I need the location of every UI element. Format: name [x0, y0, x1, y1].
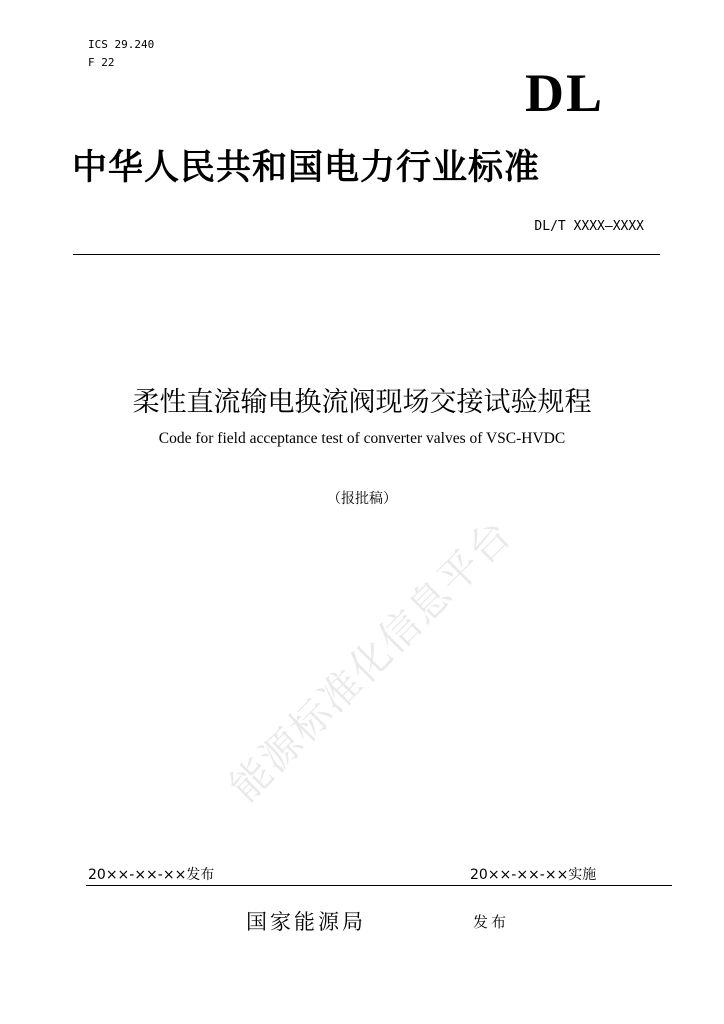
document-title-cn: 柔性直流输电换流阀现场交接试验规程: [132, 387, 592, 418]
standard-number: DL/T XXXX—XXXX: [534, 219, 644, 234]
publisher: 国家能源局: [246, 910, 366, 934]
header-divider: [73, 254, 660, 255]
standard-category-title: 中华人民共和国电力行业标准: [72, 147, 541, 188]
draft-status: （报批稿）: [327, 491, 397, 507]
document-title-en: Code for field acceptance test of converter valves of VSC-HVDC: [158, 430, 566, 447]
dl-logo-mark: DL: [525, 63, 605, 123]
ics-code: ICS 29.240: [88, 38, 155, 51]
watermark: 能源标准化信息平台: [221, 511, 522, 811]
publish-label: 发布: [473, 913, 510, 931]
implementation-date: 20××-××-××实施: [470, 867, 597, 883]
issue-date: 20××-××-××发布: [88, 867, 215, 883]
footer-divider: [86, 885, 672, 886]
classification-code: F 22: [88, 56, 115, 69]
